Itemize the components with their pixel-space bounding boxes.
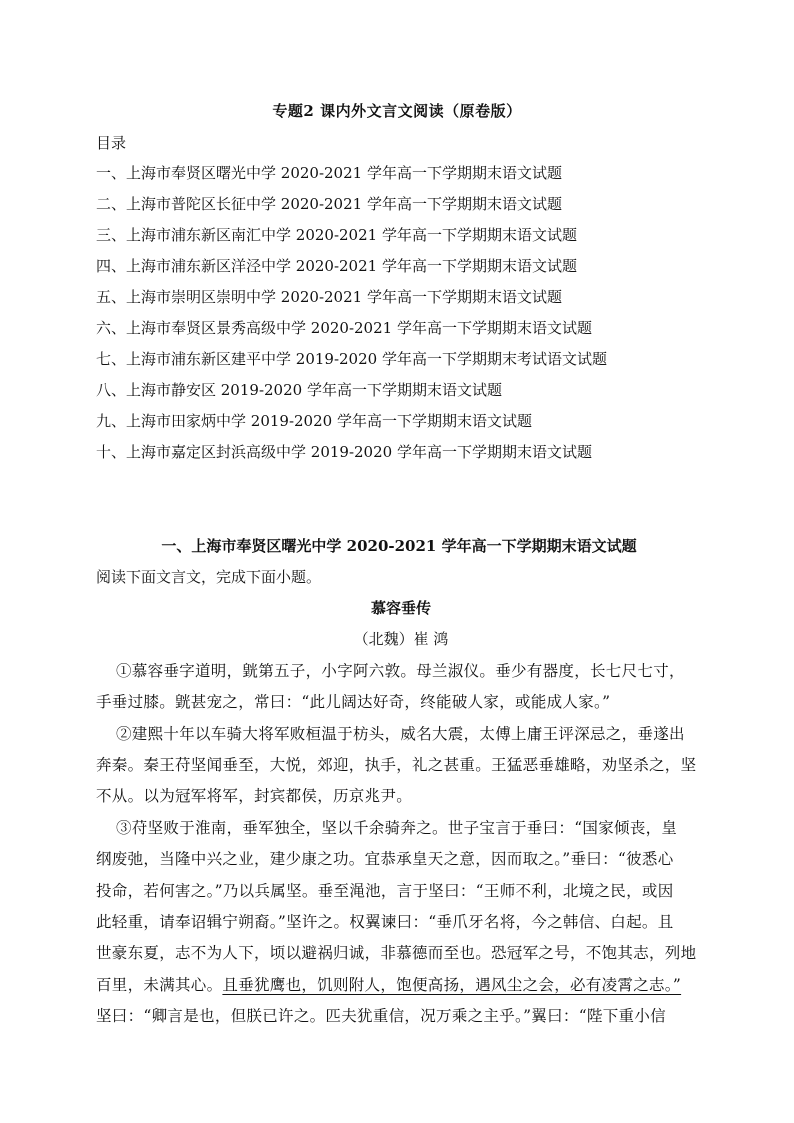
text-segment: 百里，未满其心。 xyxy=(96,976,223,994)
article-title: 慕容垂传 xyxy=(370,599,431,617)
instruction-text: 阅读下面文言文，完成下面小题。 xyxy=(96,568,322,586)
toc-item[interactable]: 三、上海市浦东新区南汇中学 2020-2021 学年高一下学期期末语文试题 xyxy=(96,226,577,244)
text-line: ②建熙十年以车骑大将军败桓温于枋头，威名大震，太傅上庸王评深忌之，垂遂出 xyxy=(116,725,685,743)
toc-heading: 目录 xyxy=(96,134,127,152)
text-line: 手垂过膝。皝甚宠之，常曰：“此儿阔达好奇，终能破人家，或能成人家。” xyxy=(96,693,611,711)
text-line: 奔秦。秦王苻坚闻垂至，大悦，郊迎，执手，礼之甚重。王猛恶垂雄略，劝坚杀之，坚 xyxy=(96,756,697,774)
underlined-sentence: 且垂犹鹰也，饥则附人，饱便高扬，遇风尘之会，必有凌霄之志。” xyxy=(222,976,682,994)
text-line xyxy=(96,973,681,995)
section-title: 一、上海市奉贤区曙光中学 2020-2021 学年高一下学期期末语文试题 xyxy=(161,537,637,555)
document-title: 专题2 课内外文言文阅读（原卷版） xyxy=(272,102,522,120)
text-line: 投命，若何害之。”乃以兵属坚。垂至渑池，言于坚曰：“王师不利，北境之民，或因 xyxy=(96,882,674,900)
table-of-contents xyxy=(96,160,607,470)
text-line: ①慕容垂字道明，皝第五子，小字阿六敦。母兰淑仪。垂少有器度，长七尺七寸， xyxy=(116,662,685,680)
text-line: 纲废弛，当隆中兴之业，建少康之功。宜恭承皇天之意，因而取之。”垂曰：“彼悉心 xyxy=(96,850,674,868)
text-line: 此轻重，请奉诏辑宁朔裔。”坚许之。权翼谏曰：“垂爪牙名将，今之韩信、白起。且 xyxy=(96,913,674,931)
text-line: 坚曰：“卿言是也，但朕已许之。匹夫犹重信，况万乘之主乎。”翼曰：“陛下重小信 xyxy=(96,1007,666,1025)
toc-item[interactable]: 五、上海市崇明区崇明中学 2020-2021 学年高一下学期期末语文试题 xyxy=(96,288,562,306)
toc-item[interactable]: 一、上海市奉贤区曙光中学 2020-2021 学年高一下学期期末语文试题 xyxy=(96,164,562,182)
text-line: ③苻坚败于淮南，垂军独全，坚以千余骑奔之。世子宝言于垂曰：“国家倾丧，皇 xyxy=(116,819,678,837)
toc-item[interactable]: 九、上海市田家炳中学 2019-2020 学年高一下学期期末语文试题 xyxy=(96,412,532,430)
toc-item[interactable]: 七、上海市浦东新区建平中学 2019-2020 学年高一下学期期末考试语文试题 xyxy=(96,350,607,368)
toc-item[interactable]: 四、上海市浦东新区洋泾中学 2020-2021 学年高一下学期期末语文试题 xyxy=(96,257,577,275)
text-line: 世豪东夏，志不为人下，顷以避祸归诚，非慕德而至也。恐冠军之号，不饱其志，列地 xyxy=(96,944,697,962)
toc-item[interactable]: 八、上海市静安区 2019-2020 学年高一下学期期末语文试题 xyxy=(96,381,502,399)
text-line: 不从。以为冠军将军，封宾都侯，历京兆尹。 xyxy=(96,787,413,805)
toc-item[interactable]: 六、上海市奉贤区景秀高级中学 2020-2021 学年高一下学期期末语文试题 xyxy=(96,319,592,337)
toc-item[interactable]: 二、上海市普陀区长征中学 2020-2021 学年高一下学期期末语文试题 xyxy=(96,195,562,213)
toc-item[interactable]: 十、上海市嘉定区封浜高级中学 2019-2020 学年高一下学期期末语文试题 xyxy=(96,443,592,461)
article-author: （北魏）崔 鸿 xyxy=(353,630,449,648)
